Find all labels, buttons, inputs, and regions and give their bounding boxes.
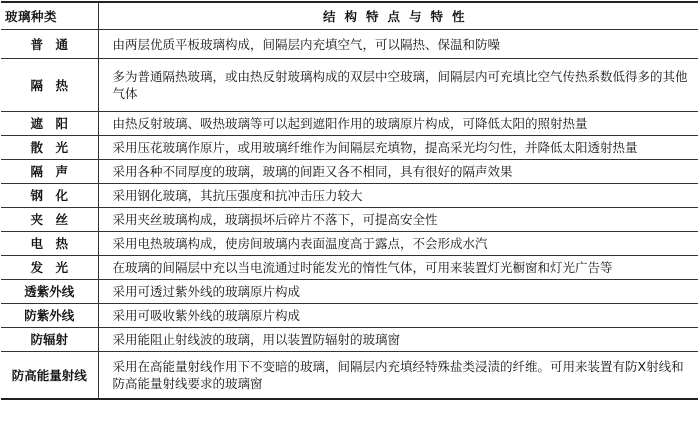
glass-type-cell: 电 热 — [1, 232, 98, 256]
table-row — [1, 208, 698, 232]
feature-description-cell: 采用可吸收紫外线的玻璃原片构成 — [98, 304, 698, 328]
glass-type-cell: 夹 丝 — [1, 208, 98, 232]
column-header-features: 结构特点与特性 — [98, 2, 698, 30]
table-row — [1, 280, 698, 304]
feature-description-cell: 由热反射玻璃、吸热玻璃等可以起到遮阳作用的玻璃原片构成，可降低太阳的照射热量 — [98, 112, 698, 136]
table-row — [1, 256, 698, 280]
feature-description-cell: 采用可透过紫外线的玻璃原片构成 — [98, 280, 698, 304]
glass-type-cell: 隔 热 — [1, 59, 98, 112]
table-row — [1, 30, 698, 59]
glass-type-cell: 钢 化 — [1, 184, 98, 208]
glass-type-cell: 防紫外线 — [1, 304, 98, 328]
glass-type-cell: 普 通 — [1, 30, 98, 59]
glass-type-cell: 透紫外线 — [1, 280, 98, 304]
glass-type-cell: 隔 声 — [1, 160, 98, 184]
feature-description-cell: 在玻璃的间隔层中充以当电流通过时能发光的惰性气体，可用来装置灯光橱窗和灯光广告等 — [98, 256, 698, 280]
table-row — [1, 184, 698, 208]
glass-type-cell: 散 光 — [1, 136, 98, 160]
table-row — [1, 352, 698, 400]
feature-description-cell: 多为普通隔热玻璃，或由热反射玻璃构成的双层中空玻璃，间隔层内可充填比空气传热系数低得多的其他气体 — [98, 59, 698, 112]
table-row — [1, 112, 698, 136]
feature-description-cell: 采用夹丝玻璃构成，玻璃损坏后碎片不落下，可提高安全性 — [98, 208, 698, 232]
table-header-row — [1, 2, 698, 30]
glass-type-cell: 防辐射 — [1, 328, 98, 352]
table-row — [1, 160, 698, 184]
table-row — [1, 59, 698, 112]
column-header-glass-type: 玻璃种类 — [1, 2, 98, 30]
feature-description-cell: 采用各种不同厚度的玻璃，玻璃的间距又各不相同，具有很好的隔声效果 — [98, 160, 698, 184]
table-row — [1, 304, 698, 328]
glass-type-cell: 遮 阳 — [1, 112, 98, 136]
table-row — [1, 136, 698, 160]
glass-type-cell: 发 光 — [1, 256, 98, 280]
feature-description-cell: 由两层优质平板玻璃构成，间隔层内充填空气，可以隔热、保温和防噪 — [98, 30, 698, 59]
table-row — [1, 328, 698, 352]
feature-description-cell: 采用钢化玻璃，其抗压强度和抗冲击压力较大 — [98, 184, 698, 208]
table-row — [1, 232, 698, 256]
feature-description-cell: 采用电热玻璃构成，使房间玻璃内表面温度高于露点，不会形成水汽 — [98, 232, 698, 256]
feature-description-cell: 采用能阻止射线波的玻璃，用以装置防辐射的玻璃窗 — [98, 328, 698, 352]
feature-description-cell: 采用压花玻璃作原片，或用玻璃纤维作为间隔层充填物，提高采光均匀性，并降低太阳透射热量 — [98, 136, 698, 160]
glass-type-cell: 防高能量射线 — [1, 352, 98, 400]
glass-types-table — [1, 1, 698, 400]
document-page — [1, 1, 698, 427]
feature-description-cell: 采用在高能量射线作用下不变暗的玻璃，间隔层内充填经特殊盐类浸渍的纤维。可用来装置有防X射线和防高能量射线要求的玻璃窗 — [98, 352, 698, 400]
